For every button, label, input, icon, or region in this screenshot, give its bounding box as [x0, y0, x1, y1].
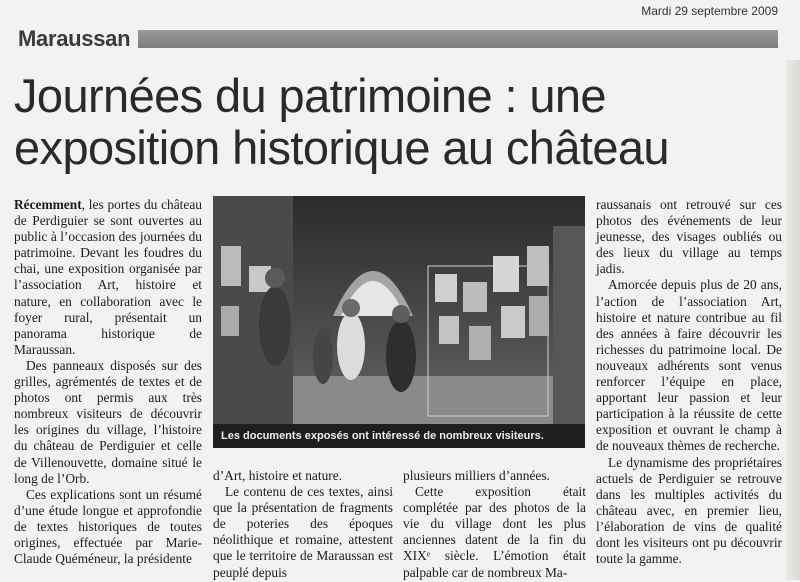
exhibition-photo	[213, 196, 585, 448]
paragraph: Cette exposition était complétée par des photos de la vie du village dont les plus anciennes datent de la fin du XIXᵉ siècle. L’émotion était palpable car de nombreux Ma-	[403, 484, 586, 580]
photo-caption: Les documents exposés ont intéressé de nombreux visiteurs.	[213, 424, 585, 448]
publication-date: Mardi 29 septembre 2009	[641, 4, 778, 18]
paragraph: raussanais ont retrouvé sur ces photos des événements de leur jeunesse, des visages oubliés ou des lieux du village au temps jadis.	[596, 197, 782, 277]
paragraph: Amorcée depuis plus de 20 ans, l’action de l’association Art, histoire et nature contribue au fil des années à faire découvrir les richesses du patrimoine local. De nouveaux adhérents sont venus renforcer l’équipe en place, apportant leur passion et leur participation à la réussite de cette exposition et ouvrant le champ à de nouveaux thèmes de recherche.	[596, 277, 782, 454]
paragraph: Des panneaux disposés sur des grilles, agrémentés de textes et de photos ont permis aux très nombreux visiteurs de découvrir les origines du village, l’histoire du château de Perdiguier et celle de Villenouvette, domaine situé le long de l’Orb.	[14, 357, 202, 486]
article-column-3	[403, 468, 586, 581]
paragraph: plusieurs milliers d’années.	[403, 468, 550, 483]
headline-line-1: Journées du patrimoine : une	[14, 69, 606, 122]
section-header	[14, 26, 778, 52]
article-column-1	[14, 197, 202, 567]
adjacent-page-edge	[786, 60, 800, 580]
paragraph: Le dynamisme des propriétaires actuels de Perdiguier se retrouve dans les multiples activités du château avec, en premier lieu, l’élaboration de vins de qualité dont les visiteurs ont pu découvrir toute la gamme.	[596, 454, 782, 567]
paragraph: d’Art, histoire et nature.	[213, 468, 343, 483]
section-rule	[138, 30, 778, 48]
headline-line-2: exposition historique au château	[14, 121, 669, 174]
paragraph	[14, 197, 202, 358]
article-column-4	[596, 197, 782, 567]
lead-word: Récemment	[14, 197, 82, 212]
paragraph: Le contenu de ces textes, ainsi que la présentation de fragments de poteries des époques néolithique et romaine, attestent que le territoire de Maraussan est peuplé depuis	[213, 484, 393, 580]
paragraph-text: , les portes du château de Perdiguier se sont ouvertes au public à l’occasion des journées du patrimoine. Devant les foudres du chai, une exposition organisée par l’association Art, histoire et nature, en collaboration avec le foyer rural, présentait un panorama historique de Maraussan.	[14, 197, 202, 357]
headline	[14, 70, 774, 174]
article-column-2	[213, 468, 393, 581]
section-name: Maraussan	[18, 26, 131, 51]
photo-image	[213, 196, 585, 448]
paragraph: Ces explications sont un résumé d’une étude longue et approfondie de textes historiques de toutes origines, effectuée par Marie-Claude Quéméneur, la présidente	[14, 486, 202, 567]
